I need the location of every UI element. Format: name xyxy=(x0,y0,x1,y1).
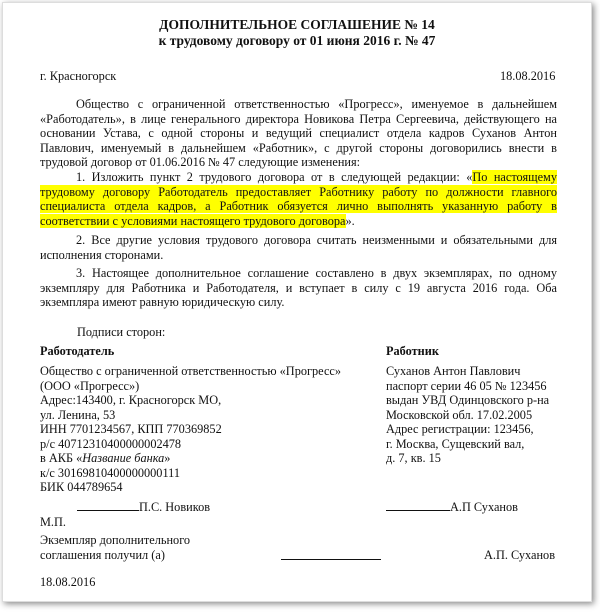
employee-line: Адрес регистрации: 123456, xyxy=(386,422,534,436)
employer-line: ИНН 7701234567, КПП 770369852 xyxy=(40,422,222,436)
item-1-highlighted-text: По настоящему трудовому договору Работодатель предоставляет Работнику работу по должности главного специалиста отдела кадров, а Работник обязуется лично выполнять указанную работу в соответствии с условиями настоящего трудового договора xyxy=(40,170,557,228)
employer-line: Адрес:143400, г. Красногорск МО, xyxy=(40,393,222,407)
item-1-lead: 1. Изложить пункт 2 трудового договора от в следующей редакции: « xyxy=(76,170,473,184)
intro-paragraph: Общество с ограниченной ответственностью «Прогресс», именуемое в дальнейшем «Работодатель», в лице генерального директора Новикова Петра Сергеевича, действующего на основании Устава, с одной стороны и ведущий специалист отдела кадров Суханов Антон Павлович, именуемый в дальнейшем «Работник», с другой стороны договорились внести в трудовой договор от 01.06.2016 № 47 следующие изменения: xyxy=(40,97,557,169)
employee-signature-name: А.П Суханов xyxy=(450,500,518,514)
city: г. Красногорск xyxy=(40,69,117,83)
item-2-paragraph: 2. Все другие условия трудового договора считать неизменными и обязательными для исполнения сторонами. xyxy=(40,233,557,262)
receipt-line-2: соглашения получил (а) xyxy=(40,548,165,562)
stamp-placeholder: М.П. xyxy=(40,515,66,529)
signature-line xyxy=(386,499,450,511)
employee-signature xyxy=(386,499,518,514)
employer-line: БИК 044789654 xyxy=(40,480,123,494)
signatures-heading: Подписи сторон: xyxy=(77,325,166,339)
signature-line xyxy=(77,499,139,511)
employer-line: р/с 40712310400000002478 xyxy=(40,436,182,451)
receipt-name: А.П. Суханов xyxy=(484,548,556,562)
item-1-tail: ». xyxy=(345,213,355,228)
footer-date: 18.08.2016 xyxy=(40,575,96,589)
document-page xyxy=(2,2,592,602)
document-title: ДОПОЛНИТЕЛЬНОЕ СОГЛАШЕНИЕ № 14 xyxy=(159,17,435,32)
receipt-signature-line xyxy=(281,547,381,560)
employee-line: Суханов Антон Павлович xyxy=(386,364,521,378)
item-1-paragraph xyxy=(40,170,557,228)
employee-line: Московской обл. 17.02.2005 xyxy=(386,407,533,422)
employer-line: ул. Ленина, 53 xyxy=(40,407,116,422)
bank-name: Название банка xyxy=(82,451,165,465)
employer-signature-name: П.С. Новиков xyxy=(139,500,211,514)
employee-line: д. 7, кв. 15 xyxy=(386,451,441,465)
item-3-paragraph: 3. Настоящее дополнительное соглашение составлено в двух экземплярах, по одному экземпляру для Работника и Работодателя, и вступает в силу с 19 августа 2016 года. Оба экземпляра имеют равную юридическую силу. xyxy=(40,266,557,309)
employee-line: выдан УВД Одинцовского р-на xyxy=(386,393,550,407)
employer-heading: Работодатель xyxy=(40,344,115,358)
employer-line: Общество с ограниченной ответственностью «Прогресс» xyxy=(40,364,342,378)
employee-heading: Работник xyxy=(386,344,439,358)
receipt-line-1: Экземпляр дополнительного xyxy=(40,533,191,547)
document-subtitle: к трудовому договору от 01 июня 2016 г. № 47 xyxy=(158,33,436,48)
employer-details xyxy=(40,364,341,495)
employee-line: паспорт серии 46 05 № 123456 xyxy=(386,378,547,393)
employee-details xyxy=(386,364,549,466)
employee-line: г. Москва, Сущевский вал, xyxy=(386,436,525,451)
employer-line: к/с 30169810400000000111 xyxy=(40,465,180,480)
employer-line: (ООО «Прогресс») xyxy=(40,378,140,393)
employer-bank-line: в АКБ «Название банка» xyxy=(40,451,171,465)
employer-signature xyxy=(77,499,210,514)
document-date: 18.08.2016 xyxy=(500,69,556,83)
